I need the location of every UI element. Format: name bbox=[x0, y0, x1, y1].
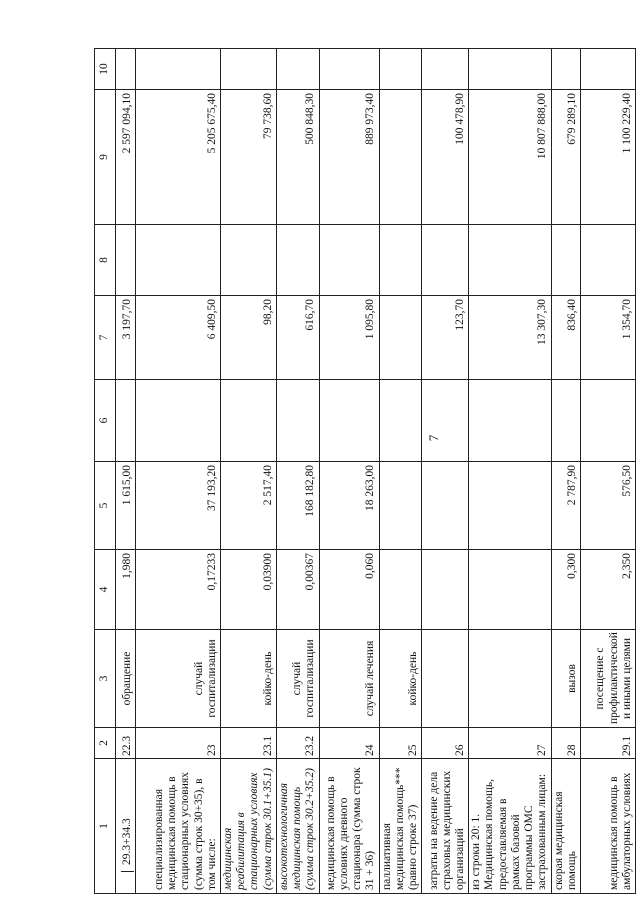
row-label: медицинская реабилитация в стационарных условиях (сумма строк 30.1+35.1) bbox=[221, 759, 277, 894]
table-row bbox=[551, 49, 580, 894]
col8-cell bbox=[551, 225, 580, 296]
table-row bbox=[136, 49, 221, 894]
volume-cell: 0,300 bbox=[551, 550, 580, 630]
col10-cell bbox=[379, 49, 422, 90]
header-row bbox=[95, 49, 116, 894]
unit-cell: случай госпитализации bbox=[276, 630, 319, 728]
col10-cell bbox=[580, 49, 635, 90]
col10-cell bbox=[136, 49, 221, 90]
per-capita-cell: 13 307,30 bbox=[469, 296, 551, 380]
row-number: 26 bbox=[422, 728, 469, 759]
col8-cell bbox=[276, 225, 319, 296]
row-number: 25 bbox=[379, 728, 422, 759]
header-col-2: 2 bbox=[95, 728, 116, 759]
row-label: высокотехнологичная медицинская помощь (сумма строк 30.2+35.2) bbox=[276, 759, 319, 894]
col10-cell bbox=[469, 49, 551, 90]
row-label: затраты на ведение дела страховых медицинских организаций bbox=[422, 759, 469, 894]
volume-cell: 2,350 bbox=[580, 550, 635, 630]
table-row bbox=[221, 49, 277, 894]
cost-cell: 37 193,20 bbox=[136, 462, 221, 550]
unit-cell: случай госпитализации bbox=[136, 630, 221, 728]
col6-cell bbox=[319, 380, 379, 462]
per-capita-cell: 98,20 bbox=[221, 296, 277, 380]
row-label: паллиативная медицинская помощь*** (равно строке 37) bbox=[379, 759, 422, 894]
table-row bbox=[116, 49, 136, 894]
col10-cell bbox=[319, 49, 379, 90]
rotated-table-frame bbox=[94, 49, 633, 894]
unit-cell: обращение bbox=[116, 630, 136, 728]
total-cell: 100 478,90 bbox=[422, 90, 469, 225]
row-label: из строки 20: 1. Медицинская помощь, предоставляемая в рамках базовой программы ОМС застрахованным лицам: bbox=[469, 759, 551, 894]
unit-cell: посещение с профилактической и иными целями bbox=[580, 630, 635, 728]
row-number: 23.2 bbox=[276, 728, 319, 759]
cost-cell: 2 517,40 bbox=[221, 462, 277, 550]
table-row bbox=[580, 49, 635, 894]
volume-cell: 0,17233 bbox=[136, 550, 221, 630]
col6-cell bbox=[276, 380, 319, 462]
volume-cell bbox=[379, 550, 422, 630]
col8-cell bbox=[221, 225, 277, 296]
row-label: медицинская помощь в амбулаторных условиях bbox=[580, 759, 635, 894]
col6-cell bbox=[580, 380, 635, 462]
header-col-8: 8 bbox=[95, 225, 116, 296]
cost-cell: 168 182,80 bbox=[276, 462, 319, 550]
cost-cell bbox=[422, 462, 469, 550]
cost-cell bbox=[379, 462, 422, 550]
header-col-3: 3 bbox=[95, 630, 116, 728]
total-cell bbox=[379, 90, 422, 225]
unit-cell: случай лечения bbox=[319, 630, 379, 728]
volume-cell: 0,060 bbox=[319, 550, 379, 630]
total-cell: 5 205 675,40 bbox=[136, 90, 221, 225]
per-capita-cell: 1 354,70 bbox=[580, 296, 635, 380]
table-row bbox=[422, 49, 469, 894]
per-capita-cell: 6 409,50 bbox=[136, 296, 221, 380]
table-row bbox=[469, 49, 551, 894]
row-label: специализированная медицинская помощь в стационарных условиях (сумма строк 30+35), в том числе: bbox=[136, 759, 221, 894]
volume-cell bbox=[422, 550, 469, 630]
total-cell: 10 807 888,00 bbox=[469, 90, 551, 225]
header-col-7: 7 bbox=[95, 296, 116, 380]
row-number: 22.3 bbox=[116, 728, 136, 759]
col10-cell bbox=[276, 49, 319, 90]
row-number: 27 bbox=[469, 728, 551, 759]
unit-cell: койко-день bbox=[221, 630, 277, 728]
row-number: 29.1 bbox=[580, 728, 635, 759]
header-col-6: 6 bbox=[95, 380, 116, 462]
col8-cell bbox=[319, 225, 379, 296]
row-label: медицинская помощь в условиях дневного стационара (сумма строк 31 + 36) bbox=[319, 759, 379, 894]
cost-cell: 1 615,00 bbox=[116, 462, 136, 550]
total-cell: 500 848,30 bbox=[276, 90, 319, 225]
per-capita-cell: 3 197,70 bbox=[116, 296, 136, 380]
per-capita-cell: 1 095,80 bbox=[319, 296, 379, 380]
volume-cell bbox=[469, 550, 551, 630]
page-number: 7 bbox=[426, 434, 441, 442]
volume-cell: 1,980 bbox=[116, 550, 136, 630]
col8-cell bbox=[116, 225, 136, 296]
volume-cell: 0,03900 bbox=[221, 550, 277, 630]
cost-cell: 18 263,00 bbox=[319, 462, 379, 550]
table-container bbox=[94, 49, 633, 894]
col10-cell bbox=[221, 49, 277, 90]
row-label bbox=[116, 759, 136, 894]
cost-cell bbox=[469, 462, 551, 550]
volume-cell: 0,00367 bbox=[276, 550, 319, 630]
row-number: 23.1 bbox=[221, 728, 277, 759]
col10-cell bbox=[422, 49, 469, 90]
col8-cell bbox=[580, 225, 635, 296]
col8-cell bbox=[469, 225, 551, 296]
per-capita-cell: 836,40 bbox=[551, 296, 580, 380]
per-capita-cell: 123,70 bbox=[422, 296, 469, 380]
row-number: 28 bbox=[551, 728, 580, 759]
unit-cell bbox=[469, 630, 551, 728]
col8-cell bbox=[136, 225, 221, 296]
col10-cell bbox=[116, 49, 136, 90]
row-code: 29.3+34.3 bbox=[121, 818, 134, 872]
row-number: 24 bbox=[319, 728, 379, 759]
col6-cell bbox=[221, 380, 277, 462]
total-cell: 679 289,10 bbox=[551, 90, 580, 225]
cost-cell: 2 787,90 bbox=[551, 462, 580, 550]
col6-cell bbox=[136, 380, 221, 462]
unit-cell: койко-день bbox=[379, 630, 422, 728]
header-col-4: 4 bbox=[95, 550, 116, 630]
funding-table bbox=[94, 48, 636, 894]
col8-cell bbox=[379, 225, 422, 296]
col6-cell bbox=[422, 380, 469, 462]
total-cell: 1 100 229,40 bbox=[580, 90, 635, 225]
header-col-5: 5 bbox=[95, 462, 116, 550]
table-row bbox=[379, 49, 422, 894]
total-cell: 79 738,60 bbox=[221, 90, 277, 225]
row-label: скорая медицинская помощь bbox=[551, 759, 580, 894]
col6-cell bbox=[116, 380, 136, 462]
per-capita-cell bbox=[379, 296, 422, 380]
per-capita-cell: 616,70 bbox=[276, 296, 319, 380]
table-row bbox=[319, 49, 379, 894]
cost-cell: 576,50 bbox=[580, 462, 635, 550]
unit-cell bbox=[422, 630, 469, 728]
col10-cell bbox=[551, 49, 580, 90]
total-cell: 2 597 094,10 bbox=[116, 90, 136, 225]
col6-cell bbox=[379, 380, 422, 462]
table-row bbox=[276, 49, 319, 894]
unit-cell: вызов bbox=[551, 630, 580, 728]
header-col-10: 10 bbox=[95, 49, 116, 90]
col8-cell bbox=[422, 225, 469, 296]
total-cell: 889 973,40 bbox=[319, 90, 379, 225]
header-col-9: 9 bbox=[95, 90, 116, 225]
header-col-1: 1 bbox=[95, 759, 116, 894]
col6-cell bbox=[551, 380, 580, 462]
col6-cell bbox=[469, 380, 551, 462]
row-number: 23 bbox=[136, 728, 221, 759]
